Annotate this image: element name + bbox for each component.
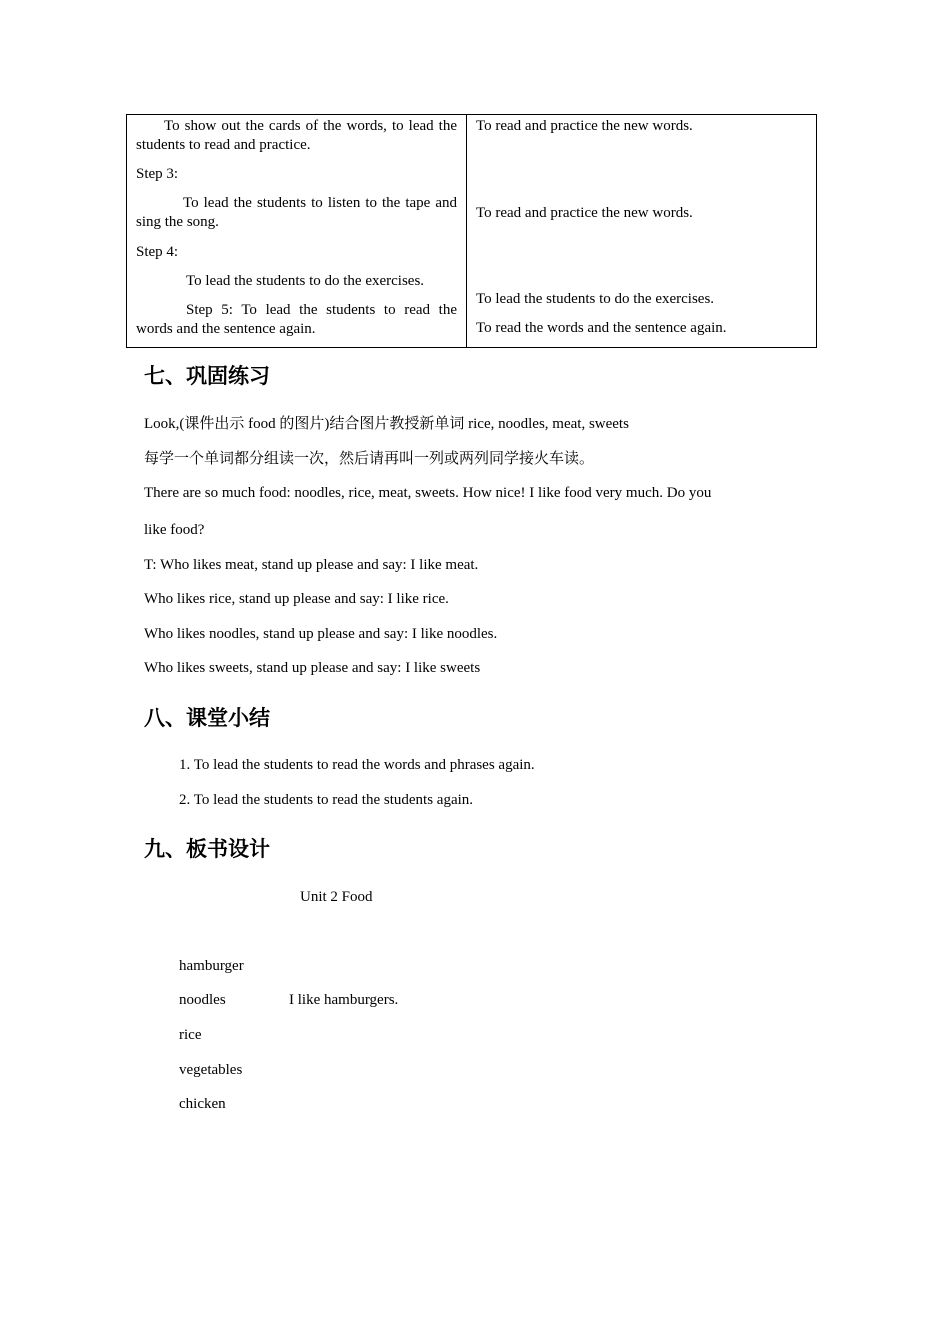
teacher-activities-cell bbox=[127, 115, 467, 348]
section-7-line-7: Who likes noodles, stand up please and say: I like noodles. bbox=[144, 626, 498, 642]
step-5-text: Step 5: To lead the students to read the words and the sentence again. bbox=[136, 302, 457, 337]
step-3-text: To lead the students to listen to the tape and sing the song. bbox=[136, 195, 457, 230]
step-4-label: Step 4: bbox=[136, 244, 179, 260]
board-word-1: hamburger bbox=[179, 958, 244, 974]
section-7-line-6: Who likes rice, stand up please and say: I like rice. bbox=[144, 591, 449, 607]
board-word-5: chicken bbox=[179, 1096, 226, 1112]
section-7-line-4: like food? bbox=[144, 522, 205, 538]
section-9-heading: 九、板书设计 bbox=[144, 837, 270, 861]
section-7-line-5: T: Who likes meat, stand up please and say: I like meat. bbox=[144, 557, 479, 573]
section-7-line-3: There are so much food: noodles, rice, meat, sweets. How nice! I like food very much. Do you bbox=[144, 485, 712, 501]
summary-item-1: 1. To lead the students to read the words and phrases again. bbox=[179, 757, 535, 773]
board-title: Unit 2 Food bbox=[300, 889, 373, 905]
board-word-3: rice bbox=[179, 1027, 202, 1043]
step-show-cards: To show out the cards of the words, to lead the students to read and practice. bbox=[136, 118, 457, 153]
board-sentence: I like hamburgers. bbox=[289, 992, 399, 1008]
board-word-2: noodles bbox=[179, 992, 226, 1008]
student-read-again: To read the words and the sentence again. bbox=[476, 320, 727, 336]
step-3-label: Step 3: bbox=[136, 166, 179, 182]
student-activities-cell bbox=[467, 115, 817, 348]
student-read-practice-1: To read and practice the new words. bbox=[476, 118, 693, 134]
summary-item-2: 2. To lead the students to read the students again. bbox=[179, 792, 474, 808]
student-read-practice-2: To read and practice the new words. bbox=[476, 205, 693, 221]
section-7-line-1: Look,(课件出示 food 的图片)结合图片教授新单词 rice, noodles, meat, sweets bbox=[144, 416, 629, 432]
steps-table bbox=[126, 114, 817, 348]
step-4-text: To lead the students to do the exercises. bbox=[186, 273, 425, 289]
section-7-heading: 七、巩固练习 bbox=[144, 364, 270, 388]
student-exercises: To lead the students to do the exercises. bbox=[476, 291, 715, 307]
section-7-line-2: 每学一个单词都分组读一次，然后请再叫一列或两列同学接火车读。 bbox=[144, 451, 595, 467]
board-word-4: vegetables bbox=[179, 1062, 243, 1078]
section-7-line-8: Who likes sweets, stand up please and say: I like sweets bbox=[144, 660, 481, 676]
section-8-heading: 八、课堂小结 bbox=[144, 706, 270, 730]
